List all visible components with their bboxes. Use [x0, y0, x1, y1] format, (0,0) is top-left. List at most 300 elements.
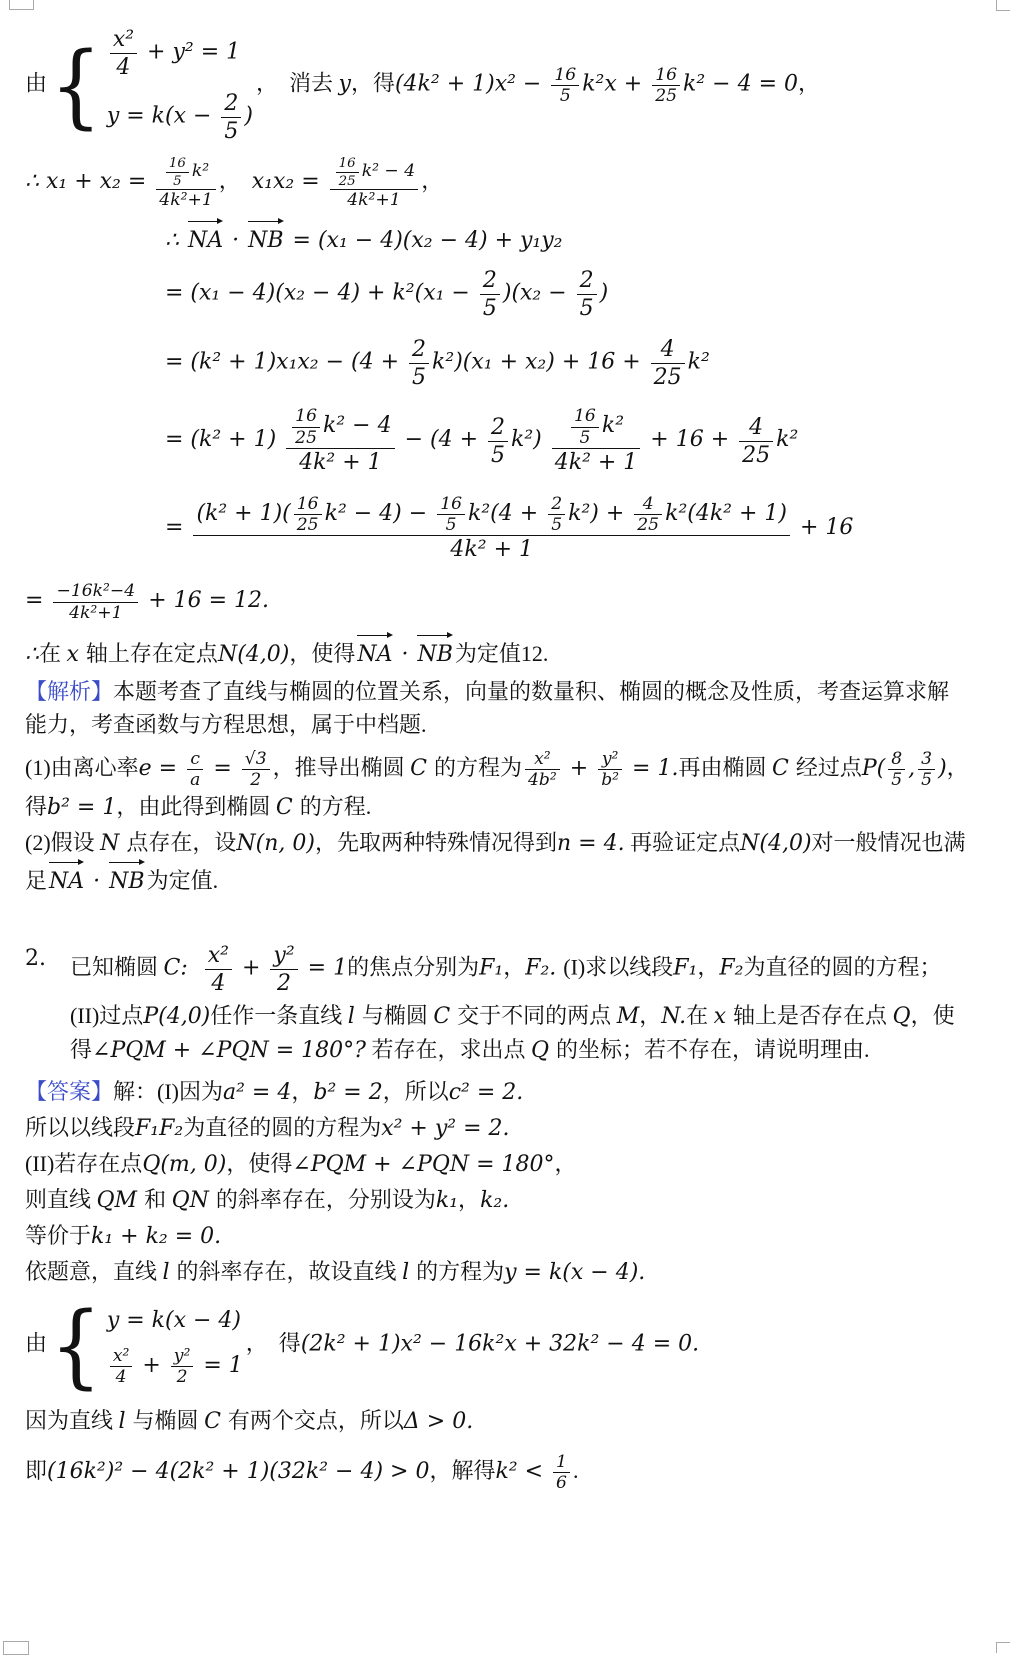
text-run: )(x₂ −: [502, 280, 574, 306]
text-run: Q(m, 0): [142, 1152, 227, 1178]
fraction: [652, 65, 680, 106]
math-run: 8: [891, 748, 903, 769]
problem-2: [25, 942, 985, 997]
math-run: c: [190, 748, 201, 769]
answer-slopes-exist: [25, 1183, 985, 1217]
text-run: k₂.: [480, 1188, 510, 1214]
math-run: 5: [559, 85, 571, 106]
text-run: x² + y² = 2.: [381, 1116, 510, 1142]
math-run: b²: [601, 770, 620, 790]
denominator: [270, 969, 297, 997]
math-run: 2: [551, 493, 563, 514]
text-run: a² = 4: [223, 1080, 292, 1106]
math-run: 2: [579, 267, 594, 293]
text-run: 为直径的圆的方程；: [743, 954, 942, 980]
math-run: 3: [921, 748, 933, 769]
text-run: ，所以: [382, 1079, 449, 1105]
text-run: b² = 2: [313, 1080, 383, 1106]
fraction: [294, 494, 322, 535]
text-run: =: [25, 588, 51, 614]
text-run: + 16: [793, 514, 854, 540]
denominator: [525, 769, 560, 790]
text-run: 轴上是否存在点: [733, 1003, 893, 1029]
denominator: [205, 969, 232, 997]
text-run: ，: [639, 1003, 662, 1029]
text-run: = (k² + 1)x₁x₂ − (4 +: [165, 349, 407, 375]
text-run: ，: [503, 954, 526, 980]
fraction: [548, 494, 565, 535]
text-run: ，使得: [70, 1003, 955, 1063]
text-run: 为直径的圆的方程为: [183, 1115, 382, 1141]
math-run: 16: [655, 64, 678, 85]
text-run: 的斜率存在，故设直线: [176, 1259, 403, 1285]
page-corner-mark-bottom-left: [3, 1641, 29, 1655]
text-run: ，由此得到椭圆: [116, 794, 276, 820]
text-run: 的方程为: [433, 754, 522, 780]
text-run: 若存在，求出点: [365, 1037, 531, 1063]
math-run: 25: [637, 515, 660, 536]
fraction: [221, 90, 241, 145]
conclusion-fixed-point: [25, 633, 985, 671]
text-run: 有两个交点，所以: [227, 1407, 404, 1433]
answer-slope-sum-zero: [25, 1219, 985, 1253]
text-run: N(n, 0): [236, 831, 315, 857]
text-run: k₁ + k₂ = 0.: [91, 1224, 222, 1250]
math-run: 5: [579, 295, 594, 321]
text-run: ，: [697, 954, 720, 980]
fraction: [552, 406, 641, 475]
text-run: 经过点: [795, 754, 862, 780]
denominator: [551, 85, 579, 106]
text-run: F₁: [673, 955, 698, 981]
text-run: ，使得: [289, 640, 356, 666]
text-run: N(4,0): [217, 641, 290, 667]
text-run: C:: [163, 955, 202, 981]
math-run: 2: [277, 971, 292, 997]
text-run: 的斜率存在，分别设为: [215, 1187, 436, 1213]
text-run: 再由椭圆: [678, 754, 772, 780]
text-run: 对一般情况也满足: [25, 830, 966, 894]
math-run: x²: [112, 1346, 130, 1367]
problem-2-part-2: [70, 999, 970, 1067]
math-run: 4k² + 1: [554, 449, 638, 475]
cases-rows: [107, 26, 253, 145]
text-run: k² − 4 = 0: [683, 71, 799, 97]
cases-row: [107, 26, 240, 81]
math-run: 5: [491, 442, 505, 468]
fraction: [187, 749, 203, 790]
math-run: 4: [660, 336, 675, 362]
vector-nb: NB: [248, 219, 283, 257]
math-run: 4: [642, 493, 654, 514]
denominator: [336, 172, 359, 190]
text-run: ∴: [165, 227, 186, 253]
text-run: (I)求以线段: [563, 954, 674, 980]
text-run: 的坐标；若不存在，请说明理由.: [556, 1037, 870, 1063]
numerator: [739, 414, 773, 441]
text-run: +: [234, 955, 268, 981]
text-run: (16k²)² − 4(2k² + 1)(32k² − 4) > 0: [47, 1458, 430, 1484]
fraction: [110, 1346, 133, 1387]
text-run: 和: [144, 1187, 172, 1213]
denominator: [571, 427, 599, 448]
text-run: = 1.: [625, 755, 679, 781]
math-run: 16: [295, 406, 317, 427]
math-run: 25: [338, 173, 356, 189]
math-run: x²: [207, 943, 229, 969]
math-run: 6: [556, 1472, 567, 1493]
text-run: e =: [138, 755, 185, 781]
text-run: l: [118, 1408, 133, 1434]
cases-row: [107, 1303, 241, 1337]
text-run: 点存在，设: [126, 830, 237, 856]
denominator: [292, 427, 320, 448]
text-run: n = 4.: [557, 831, 625, 857]
denominator: [110, 53, 137, 81]
math-run: 2: [412, 336, 427, 362]
math-run: 4: [749, 414, 764, 440]
denominator: [918, 769, 935, 790]
text-run: ，: [291, 1079, 314, 1105]
math-run: 5: [891, 770, 903, 790]
cases-rows: [107, 1303, 243, 1387]
text-run: 的焦点分别为: [347, 954, 480, 980]
math-run: y²: [273, 943, 295, 969]
numerator: [242, 749, 270, 769]
text-run: .: [572, 1457, 579, 1483]
math-run: 5: [445, 515, 457, 536]
math-run: 4k²+1: [159, 190, 213, 211]
fraction: [409, 336, 429, 391]
text-run: 与椭圆: [132, 1407, 205, 1433]
math-run: 16: [296, 493, 319, 514]
text-run: l: [162, 1260, 177, 1286]
numerator: [888, 749, 905, 769]
text-run: (k² + 1)(: [196, 500, 291, 526]
denominator: [286, 448, 394, 476]
text-run: (2)假设: [25, 830, 101, 856]
text-run: k²)(x₁ + x₂) + 16 +: [432, 349, 648, 375]
text-run: y = k(x −: [106, 103, 219, 129]
numerator: [480, 267, 500, 294]
text-run: C: [433, 1004, 458, 1030]
numerator: [286, 406, 394, 447]
fraction: [110, 26, 137, 81]
math-run: 4k² + 1: [299, 449, 382, 475]
math-run: 25: [655, 85, 678, 106]
text-run: (4k² + 1)x² −: [394, 71, 549, 97]
math-run: 16: [574, 406, 596, 427]
text-run: =: [165, 514, 191, 540]
fraction: [918, 749, 935, 790]
math-run: 2: [176, 1367, 188, 1388]
text-run: Δ > 0.: [403, 1408, 474, 1434]
cases-group: [50, 1292, 243, 1399]
text-run: 等价于: [25, 1223, 92, 1249]
text-run: F₂: [719, 955, 744, 981]
fraction: [270, 942, 297, 997]
numerator: [652, 65, 680, 85]
cases-row: [107, 1346, 243, 1387]
denominator: [330, 189, 419, 210]
text-run: ∠PQM + ∠PQN = 180°?: [92, 1038, 366, 1064]
numerator: [166, 155, 189, 172]
numerator: [553, 1452, 570, 1472]
math-run: x²: [534, 748, 551, 769]
math-run: 16: [554, 64, 577, 85]
text-run: k² − 4) −: [324, 500, 435, 526]
numerator: [651, 336, 685, 363]
text-run: ，使得: [226, 1151, 293, 1177]
label-tag: 【答案】: [25, 1079, 114, 1105]
text-run: P(4,0): [143, 1004, 211, 1030]
denominator: [488, 441, 508, 469]
text-run: k² − 4: [323, 413, 392, 439]
math-run: 4: [115, 1367, 127, 1388]
text-run: = (k² + 1): [165, 427, 284, 453]
text-run: k²: [687, 349, 710, 375]
fraction: [651, 336, 685, 391]
problem-2-number: 2.: [25, 946, 46, 972]
fraction: [488, 414, 508, 469]
text-run: ·: [225, 227, 247, 253]
denominator: [242, 769, 270, 790]
text-run: =: [206, 755, 239, 781]
numerator: [488, 414, 508, 441]
numerator: [156, 155, 215, 190]
text-run: N(4,0): [740, 831, 812, 857]
text-run: 所以以线段: [25, 1115, 136, 1141]
math-run: 5: [412, 364, 427, 390]
math-run: 5: [173, 173, 182, 189]
text-run: ): [938, 755, 947, 781]
fraction: [551, 65, 579, 106]
text-run: ·: [86, 869, 108, 895]
numerator: [634, 494, 662, 514]
text-run: ，: [421, 167, 444, 193]
numerator: [187, 749, 203, 769]
text-run: = (x₁ − 4)(x₂ − 4) + k²(x₁ −: [165, 280, 477, 306]
text-run: 与椭圆: [361, 1003, 434, 1029]
denominator: [409, 363, 429, 391]
text-run: = 1: [196, 1352, 243, 1378]
eq-dot-product-definition: [165, 219, 985, 257]
text-run: Q: [530, 1038, 557, 1064]
math-run: y²: [173, 1346, 191, 1367]
text-run: k²) +: [568, 500, 632, 526]
text-run: ， 得: [245, 1330, 301, 1356]
math-run: 5: [921, 770, 933, 790]
text-run: k²): [511, 427, 549, 453]
text-run: N: [100, 831, 127, 857]
text-run: (II)过点: [70, 1003, 144, 1029]
text-run: ∴ x₁ + x₂ =: [25, 168, 154, 194]
math-run: 5: [224, 118, 239, 144]
denominator: [437, 514, 465, 535]
numerator: [437, 494, 465, 514]
text-run: k₁: [435, 1188, 459, 1214]
eq-final-value-12: [25, 581, 985, 622]
numerator: [205, 942, 232, 969]
text-run: C: [772, 755, 796, 781]
numerator: [336, 155, 359, 172]
numerator: [552, 406, 641, 447]
math-run: 2: [491, 414, 505, 440]
text-run: + 16 = 12.: [141, 588, 270, 614]
text-run: ，: [458, 1187, 481, 1213]
text-run: ): [244, 103, 253, 129]
fraction: [156, 155, 215, 211]
text-run: k²(4 +: [468, 500, 546, 526]
math-run: y²: [601, 748, 619, 769]
math-run: 5: [551, 515, 563, 536]
eq-dot-product-expand-1: [165, 267, 985, 322]
text-run: + 16 +: [643, 427, 737, 453]
text-run: 的方程为: [416, 1259, 505, 1285]
math-run: 5: [482, 295, 497, 321]
fraction: [171, 1346, 194, 1387]
denominator: [221, 117, 241, 145]
text-run: 为定值12.: [454, 640, 549, 666]
fraction: [330, 155, 419, 211]
denominator: [480, 294, 500, 322]
text-run: +: [135, 1352, 168, 1378]
denominator: [651, 363, 685, 391]
text-run: (2k² + 1)x² − 16k²x + 32k² − 4 = 0.: [300, 1331, 700, 1357]
answer-circle-equation: [25, 1111, 985, 1145]
fraction: [53, 581, 138, 622]
text-run: k² − 4: [361, 161, 416, 182]
text-run: 在: [39, 640, 67, 666]
fraction: [598, 749, 622, 790]
denominator: [171, 1366, 194, 1387]
text-run: N.: [661, 1004, 687, 1030]
math-run: 25: [742, 442, 771, 468]
answer-part-2-setup: [25, 1147, 985, 1181]
fraction: [739, 414, 773, 469]
numerator: [193, 494, 790, 535]
text-run: c² = 2.: [448, 1080, 524, 1106]
text-run: ，: [218, 167, 252, 193]
text-run: − (4 +: [397, 427, 485, 453]
text-run: P(: [861, 755, 886, 781]
math-run: 1: [556, 1451, 567, 1472]
denominator: [156, 189, 215, 210]
text-run: ，推导出椭圆: [272, 754, 411, 780]
vector-nb: NB: [109, 860, 144, 898]
text-run: x: [66, 641, 86, 667]
answer-line-equation: [25, 1255, 985, 1289]
left-brace: {: [50, 1292, 102, 1399]
math-run: 16: [440, 493, 463, 514]
text-run: ·: [394, 641, 416, 667]
numerator: [577, 267, 597, 294]
vector-na: NA: [188, 219, 223, 257]
text-run: ∴: [25, 641, 39, 667]
text-run: 在: [686, 1003, 714, 1029]
math-run: 16: [168, 155, 186, 171]
denominator: [577, 294, 597, 322]
math-run: √3: [244, 748, 267, 769]
math-run: 25: [295, 427, 317, 448]
denominator: [652, 85, 680, 106]
text-run: QN: [171, 1188, 216, 1214]
text-run: = 1: [300, 955, 348, 981]
text-run: + y² = 1: [140, 39, 241, 65]
answer-part-1: [25, 1075, 970, 1109]
fraction: [480, 267, 500, 322]
eq-system-and-elimination: [25, 26, 985, 145]
text-run: ，解得: [429, 1457, 496, 1483]
text-run: 依题意，直线: [25, 1259, 163, 1285]
math-run: 4: [116, 54, 131, 80]
page-corner-mark-top-right: [996, 0, 1010, 11]
math-run: 4b²: [527, 770, 557, 790]
denominator: [193, 535, 790, 563]
cases-group: [50, 26, 253, 145]
text-run: l: [347, 1004, 362, 1030]
text-run: ，: [554, 1151, 577, 1177]
denominator: [110, 1366, 133, 1387]
label-tag: 【解析】: [25, 678, 114, 704]
text-run: k²: [191, 161, 210, 182]
math-run: 25: [296, 515, 319, 536]
text-run: F₁F₂: [135, 1116, 184, 1142]
denominator: [888, 769, 905, 790]
math-run: 4: [211, 971, 226, 997]
para-analysis-step1: [25, 749, 970, 824]
text-run: C: [275, 795, 300, 821]
vector-na: NA: [357, 633, 392, 671]
cases-row: [107, 90, 253, 145]
math-run: 2: [224, 90, 239, 116]
text-run: y: [338, 71, 351, 97]
text-run: 本题考查了直线与椭圆的位置关系，向量的数量积、椭圆的概念及性质，考查运算求解能力，考查函数与方程思想，属于中档题.: [25, 678, 950, 737]
text-run: 由: [25, 1330, 48, 1356]
numerator: [571, 406, 599, 426]
text-run: M: [616, 1004, 640, 1030]
math-run: x²: [112, 27, 135, 52]
text-run: ，先取两种特殊情况得到: [315, 830, 558, 856]
text-run: F₁: [479, 955, 504, 981]
text-run: Q: [892, 1004, 911, 1030]
math-run: 2: [482, 267, 497, 293]
numerator: [409, 336, 429, 363]
text-run: ,: [908, 755, 916, 781]
math-run: 25: [653, 364, 682, 390]
numerator: [110, 1346, 133, 1366]
numerator: [270, 942, 297, 969]
fraction: [242, 749, 270, 790]
text-run: ∠PQM + ∠PQN = 180°: [292, 1152, 555, 1178]
fraction: [634, 494, 662, 535]
text-run: ，得: [25, 754, 969, 820]
text-run: C: [410, 755, 434, 781]
text-run: x: [713, 1004, 733, 1030]
text-run: ，: [798, 70, 821, 96]
text-run: ，得: [350, 70, 395, 96]
para-analysis-label: [25, 675, 970, 741]
text-run: = (x₁ − 4)(x₂ − 4) + y₁y₂: [285, 227, 563, 253]
problem-2-statement: [70, 942, 985, 997]
text-run: k²: [601, 413, 625, 439]
text-run: k² <: [495, 1458, 551, 1484]
text-run: l: [402, 1260, 417, 1286]
denominator: [294, 514, 322, 535]
text-run: (1)由离心率: [25, 754, 139, 780]
fraction: [888, 749, 905, 790]
para-analysis-step2: [25, 826, 970, 898]
